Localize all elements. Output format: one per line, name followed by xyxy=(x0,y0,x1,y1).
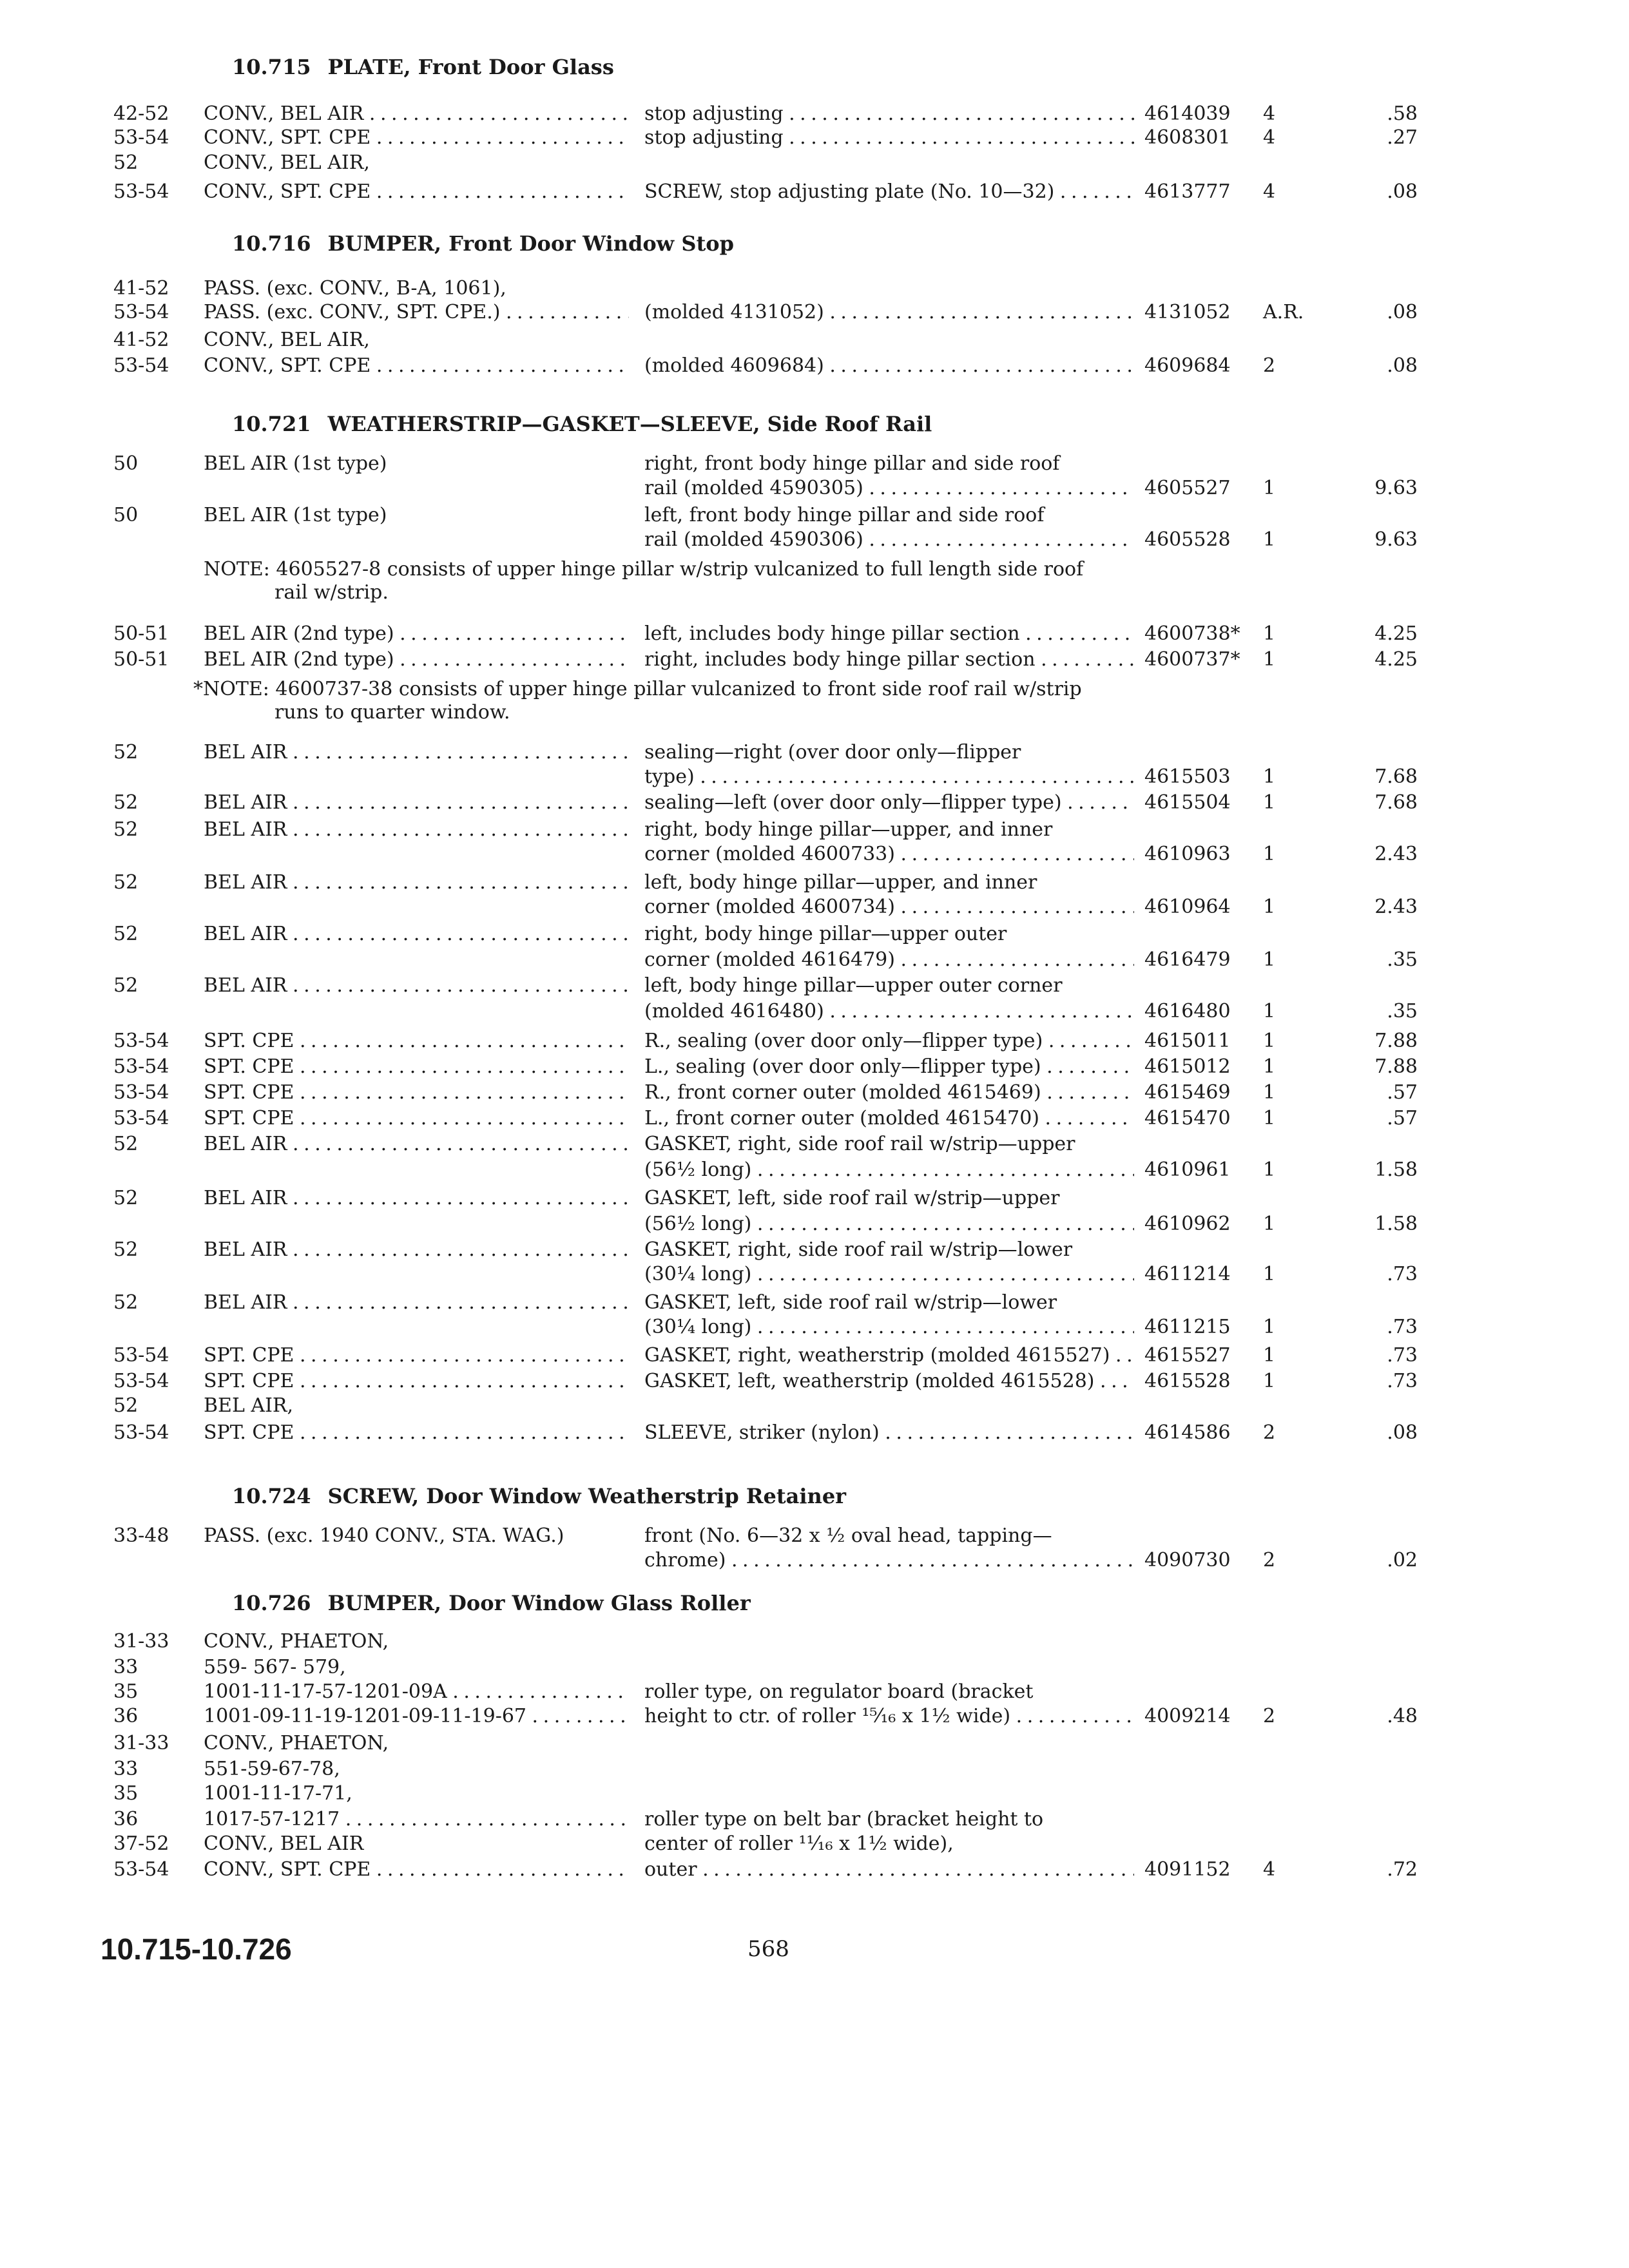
parts-row xyxy=(0,740,1629,765)
parts-row xyxy=(0,1080,1629,1106)
section-title: PLATE, Front Door Glass xyxy=(327,55,614,79)
model-years: 50-51 xyxy=(113,648,169,671)
part-number: 4611215 xyxy=(1144,1316,1231,1338)
parts-row xyxy=(0,647,1629,673)
part-description: roller type, on regulator board (bracket xyxy=(644,1680,1034,1703)
model-years: 53-54 xyxy=(113,1081,169,1104)
part-description: chrome) . . . xyxy=(644,1548,1134,1573)
quantity: 1 xyxy=(1263,622,1276,645)
note-line xyxy=(0,557,1629,582)
model-years: 31-33 xyxy=(113,1630,169,1653)
part-number: 4615528 xyxy=(1144,1370,1231,1392)
model-application: PASS. (exc. CONV., SPT. CPE.) . . . xyxy=(204,300,629,325)
list-price: .08 xyxy=(1387,180,1418,203)
parts-row xyxy=(0,300,1629,325)
parts-row xyxy=(0,1290,1629,1316)
list-price: 4.25 xyxy=(1374,648,1418,671)
part-description: R., front corner outer (molded 4615469) . . . xyxy=(644,1080,1134,1106)
model-application: 559- 567- 579, xyxy=(204,1656,346,1678)
part-description: rail (molded 4590305) . . . xyxy=(644,476,1134,501)
quantity: 1 xyxy=(1263,1263,1276,1285)
model-years: 50-51 xyxy=(113,622,169,645)
parts-row xyxy=(0,503,1629,528)
model-application: CONV., SPT. CPE . . . xyxy=(204,1857,629,1883)
part-description: right, front body hinge pillar and side roof xyxy=(644,452,1060,475)
parts-row xyxy=(0,841,1629,867)
quantity: 1 xyxy=(1263,1055,1276,1078)
parts-row xyxy=(0,327,1629,353)
model-application: PASS. (exc. CONV., B-A, 1061), xyxy=(204,277,506,300)
part-description: (molded 4616480) . . . xyxy=(644,999,1134,1024)
part-description: L., sealing (over door only—flipper type) . . . xyxy=(644,1054,1134,1080)
model-application: 1001-09-11-19-1201-09-11-19-67 . . . xyxy=(204,1704,629,1729)
list-price: .73 xyxy=(1387,1263,1418,1285)
parts-row xyxy=(0,150,1629,176)
model-years: 33 xyxy=(113,1758,139,1780)
part-number: 4600737* xyxy=(1144,648,1240,671)
parts-row xyxy=(0,790,1629,816)
model-years: 52 xyxy=(113,151,139,174)
model-application: CONV., SPT. CPE . . . xyxy=(204,179,629,205)
model-years: 52 xyxy=(113,974,139,997)
quantity: 1 xyxy=(1263,1213,1276,1235)
parts-row xyxy=(0,1157,1629,1183)
section-title: SCREW, Door Window Weatherstrip Retainer xyxy=(327,1484,847,1508)
parts-row xyxy=(0,999,1629,1024)
parts-row xyxy=(0,1028,1629,1054)
section-heading xyxy=(232,1482,846,1510)
model-application: SPT. CPE . . . xyxy=(204,1369,629,1394)
parts-row xyxy=(0,1106,1629,1131)
part-number: 4615469 xyxy=(1144,1081,1231,1104)
section-heading xyxy=(232,229,734,258)
parts-row xyxy=(0,179,1629,205)
part-description: corner (molded 4600733) . . . xyxy=(644,841,1134,867)
parts-row xyxy=(0,947,1629,973)
model-application: PASS. (exc. 1940 CONV., STA. WAG.) xyxy=(204,1524,564,1547)
model-application: CONV., PHAETON, xyxy=(204,1630,389,1653)
part-number: 4609684 xyxy=(1144,354,1231,377)
parts-row xyxy=(0,621,1629,647)
section-number: 10.724 xyxy=(232,1484,311,1508)
parts-row xyxy=(0,125,1629,151)
model-years: 50 xyxy=(113,504,139,526)
part-description: GASKET, left, side roof rail w/strip—upper xyxy=(644,1187,1060,1209)
model-application: BEL AIR, xyxy=(204,1394,294,1417)
model-years: 53-54 xyxy=(113,1858,169,1881)
quantity: 2 xyxy=(1263,1421,1276,1444)
parts-row xyxy=(0,1369,1629,1394)
quantity: 1 xyxy=(1263,648,1276,671)
part-number: 4610963 xyxy=(1144,843,1231,865)
model-years: 53-54 xyxy=(113,1030,169,1052)
quantity: 4 xyxy=(1263,102,1276,125)
part-number: 4605528 xyxy=(1144,528,1231,551)
list-price: .57 xyxy=(1387,1081,1418,1104)
list-price: .35 xyxy=(1387,948,1418,971)
parts-row xyxy=(0,1131,1629,1157)
parts-row xyxy=(0,1781,1629,1807)
part-number: 4616480 xyxy=(1144,1000,1231,1023)
model-years: 35 xyxy=(113,1782,139,1805)
model-years: 36 xyxy=(113,1705,139,1727)
model-years: 53-54 xyxy=(113,1370,169,1392)
section-number: 10.721 xyxy=(232,412,311,436)
part-description: (molded 4131052) . . . xyxy=(644,300,1134,325)
model-years: 42-52 xyxy=(113,102,169,125)
quantity: 1 xyxy=(1263,1370,1276,1392)
list-price: 2.43 xyxy=(1374,896,1418,918)
model-application: BEL AIR (2nd type) . . . xyxy=(204,621,629,647)
list-price: .58 xyxy=(1387,102,1418,125)
part-number: 4091152 xyxy=(1144,1858,1231,1881)
section-heading xyxy=(232,53,614,81)
part-description: right, body hinge pillar—upper outer xyxy=(644,923,1007,945)
list-price: 2.43 xyxy=(1374,843,1418,865)
part-number: 4615527 xyxy=(1144,1344,1231,1367)
parts-row xyxy=(0,476,1629,501)
part-number: 4610961 xyxy=(1144,1158,1231,1181)
parts-row xyxy=(0,1629,1629,1655)
note-text: runs to quarter window. xyxy=(275,701,510,724)
model-years: 53-54 xyxy=(113,1055,169,1078)
parts-row xyxy=(0,101,1629,127)
note-line xyxy=(0,700,1629,726)
list-price: .02 xyxy=(1387,1549,1418,1571)
model-years: 52 xyxy=(113,791,139,814)
note-line xyxy=(0,580,1629,606)
part-description: GASKET, right, side roof rail w/strip—upper xyxy=(644,1133,1075,1155)
part-description: SLEEVE, striker (nylon) . . . xyxy=(644,1420,1134,1446)
section-number: 10.715 xyxy=(232,55,311,79)
model-application: CONV., SPT. CPE . . . xyxy=(204,353,629,379)
model-application: SPT. CPE . . . xyxy=(204,1054,629,1080)
list-price: 7.88 xyxy=(1374,1055,1418,1078)
model-years: 52 xyxy=(113,741,139,764)
parts-row xyxy=(0,870,1629,896)
list-price: 7.88 xyxy=(1374,1030,1418,1052)
parts-row xyxy=(0,527,1629,553)
model-application: 551-59-67-78, xyxy=(204,1758,340,1780)
parts-row xyxy=(0,1523,1629,1549)
part-number: 4610962 xyxy=(1144,1213,1231,1235)
model-application: SPT. CPE . . . xyxy=(204,1343,629,1369)
parts-row xyxy=(0,1655,1629,1680)
parts-row xyxy=(0,1679,1629,1705)
part-description: (molded 4609684) . . . xyxy=(644,353,1134,379)
model-application: 1001-11-17-57-1201-09A . . . xyxy=(204,1679,629,1705)
model-years: 52 xyxy=(113,1133,139,1155)
part-description: (56½ long) . . . xyxy=(644,1211,1134,1237)
list-price: .72 xyxy=(1387,1858,1418,1881)
part-description: left, includes body hinge pillar section . . . xyxy=(644,621,1134,647)
model-application: CONV., BEL AIR . . . xyxy=(204,101,629,127)
part-description: GASKET, right, weatherstrip (molded 4615527) . . . xyxy=(644,1343,1134,1369)
model-application: SPT. CPE . . . xyxy=(204,1028,629,1054)
note-text: rail w/strip. xyxy=(275,581,389,604)
parts-row xyxy=(0,894,1629,920)
parts-row xyxy=(0,353,1629,379)
list-price: 9.63 xyxy=(1374,477,1418,499)
model-years: 53-54 xyxy=(113,1107,169,1129)
model-years: 52 xyxy=(113,923,139,945)
list-price: .08 xyxy=(1387,1421,1418,1444)
part-description: GASKET, left, side roof rail w/strip—lower xyxy=(644,1291,1057,1314)
list-price: .27 xyxy=(1387,126,1418,149)
quantity: 2 xyxy=(1263,1549,1276,1571)
model-years: 31-33 xyxy=(113,1732,169,1754)
part-description: sealing—right (over door only—flipper xyxy=(644,741,1021,764)
model-years: 52 xyxy=(113,818,139,841)
part-description: right, body hinge pillar—upper, and inner xyxy=(644,818,1053,841)
parts-row xyxy=(0,921,1629,947)
model-years: 53-54 xyxy=(113,126,169,149)
quantity: 4 xyxy=(1263,126,1276,149)
parts-row xyxy=(0,1704,1629,1729)
part-description: SCREW, stop adjusting plate (No. 10—32) . . . xyxy=(644,179,1134,205)
model-years: 53-54 xyxy=(113,301,169,323)
section-title: BUMPER, Front Door Window Stop xyxy=(327,231,734,256)
model-years: 53-54 xyxy=(113,354,169,377)
section-range-footer: 10.715-10.726 xyxy=(101,1932,292,1966)
parts-row xyxy=(0,276,1629,302)
model-years: 33-48 xyxy=(113,1524,169,1547)
section-number: 10.726 xyxy=(232,1591,311,1615)
quantity: 1 xyxy=(1263,765,1276,788)
model-application: BEL AIR . . . xyxy=(204,1237,629,1263)
parts-row xyxy=(0,1548,1629,1573)
quantity: 1 xyxy=(1263,1000,1276,1023)
part-description: left, body hinge pillar—upper, and inner xyxy=(644,871,1037,894)
parts-row xyxy=(0,1186,1629,1211)
quantity: 1 xyxy=(1263,1344,1276,1367)
quantity: 1 xyxy=(1263,477,1276,499)
parts-row xyxy=(0,1054,1629,1080)
model-years: 53-54 xyxy=(113,1421,169,1444)
list-price: .48 xyxy=(1387,1705,1418,1727)
parts-row xyxy=(0,973,1629,999)
quantity: A.R. xyxy=(1263,301,1304,323)
part-number: 4614586 xyxy=(1144,1421,1231,1444)
part-description: center of roller ¹¹⁄₁₆ x 1½ wide), xyxy=(644,1832,954,1855)
parts-row xyxy=(0,1857,1629,1883)
part-number: 4615504 xyxy=(1144,791,1231,814)
model-years: 52 xyxy=(113,1394,139,1417)
model-years: 36 xyxy=(113,1808,139,1831)
section-heading xyxy=(232,410,932,438)
list-price: .08 xyxy=(1387,354,1418,377)
list-price: 1.58 xyxy=(1374,1213,1418,1235)
part-description: left, front body hinge pillar and side roof xyxy=(644,504,1045,526)
part-description: stop adjusting . . . xyxy=(644,101,1134,127)
model-application: BEL AIR . . . xyxy=(204,1186,629,1211)
model-years: 52 xyxy=(113,871,139,894)
part-description: outer . . . xyxy=(644,1857,1134,1883)
part-description: left, body hinge pillar—upper outer corner xyxy=(644,974,1063,997)
part-number: 4610964 xyxy=(1144,896,1231,918)
quantity: 1 xyxy=(1263,1030,1276,1052)
parts-row xyxy=(0,1831,1629,1857)
model-years: 35 xyxy=(113,1680,139,1703)
parts-row xyxy=(0,817,1629,843)
model-application: BEL AIR . . . xyxy=(204,740,629,765)
model-application: BEL AIR (1st type) xyxy=(204,452,387,475)
parts-row xyxy=(0,1343,1629,1369)
part-description: height to ctr. of roller ¹⁵⁄₁₆ x 1½ wide) . . . xyxy=(644,1704,1134,1729)
part-description: GASKET, left, weatherstrip (molded 4615528) . . . xyxy=(644,1369,1134,1394)
parts-row xyxy=(0,1393,1629,1419)
part-number: 4608301 xyxy=(1144,126,1231,149)
parts-row xyxy=(0,1314,1629,1340)
part-description: (56½ long) . . . xyxy=(644,1157,1134,1183)
parts-row xyxy=(0,1731,1629,1756)
list-price: .57 xyxy=(1387,1107,1418,1129)
part-number: 4615503 xyxy=(1144,765,1231,788)
model-application: SPT. CPE . . . xyxy=(204,1420,629,1446)
part-number: 4009214 xyxy=(1144,1705,1231,1727)
quantity: 1 xyxy=(1263,1316,1276,1338)
part-description: corner (molded 4600734) . . . xyxy=(644,894,1134,920)
model-application: CONV., SPT. CPE . . . xyxy=(204,125,629,151)
list-price: 1.58 xyxy=(1374,1158,1418,1181)
list-price: 4.25 xyxy=(1374,622,1418,645)
model-application: BEL AIR . . . xyxy=(204,790,629,816)
part-description: sealing—left (over door only—flipper type) . . . xyxy=(644,790,1134,816)
quantity: 2 xyxy=(1263,1705,1276,1727)
model-application: CONV., BEL AIR, xyxy=(204,329,370,351)
part-description: (30¼ long) . . . xyxy=(644,1262,1134,1287)
part-number: 4613777 xyxy=(1144,180,1231,203)
model-application: CONV., PHAETON, xyxy=(204,1732,389,1754)
parts-row xyxy=(0,451,1629,477)
model-years: 52 xyxy=(113,1238,139,1261)
section-title: BUMPER, Door Window Glass Roller xyxy=(327,1591,751,1615)
part-number: 4611214 xyxy=(1144,1263,1231,1285)
list-price: .73 xyxy=(1387,1316,1418,1338)
list-price: 7.68 xyxy=(1374,765,1418,788)
part-number: 4600738* xyxy=(1144,622,1240,645)
note-text: *NOTE: 4600737-38 consists of upper hinge pillar vulcanized to front side roof rail w/strip xyxy=(193,678,1082,700)
quantity: 2 xyxy=(1263,354,1276,377)
model-years: 33 xyxy=(113,1656,139,1678)
model-years: 37-52 xyxy=(113,1832,169,1855)
parts-row xyxy=(0,1211,1629,1237)
model-application: BEL AIR (1st type) xyxy=(204,504,387,526)
model-application: BEL AIR (2nd type) . . . xyxy=(204,647,629,673)
part-description: roller type on belt bar (bracket height to xyxy=(644,1808,1044,1831)
list-price: .08 xyxy=(1387,301,1418,323)
quantity: 1 xyxy=(1263,948,1276,971)
part-number: 4614039 xyxy=(1144,102,1231,125)
model-application: SPT. CPE . . . xyxy=(204,1106,629,1131)
quantity: 1 xyxy=(1263,896,1276,918)
model-application: BEL AIR . . . xyxy=(204,921,629,947)
part-number: 4131052 xyxy=(1144,301,1231,323)
part-number: 4616479 xyxy=(1144,948,1231,971)
list-price: 9.63 xyxy=(1374,528,1418,551)
part-description: L., front corner outer (molded 4615470) . . . xyxy=(644,1106,1134,1131)
part-description: stop adjusting . . . xyxy=(644,125,1134,151)
part-description: GASKET, right, side roof rail w/strip—lower xyxy=(644,1238,1073,1261)
quantity: 1 xyxy=(1263,1081,1276,1104)
model-application: SPT. CPE . . . xyxy=(204,1080,629,1106)
part-description: corner (molded 4616479) . . . xyxy=(644,947,1134,973)
model-application: BEL AIR . . . xyxy=(204,870,629,896)
quantity: 1 xyxy=(1263,1107,1276,1129)
quantity: 1 xyxy=(1263,791,1276,814)
part-description: R., sealing (over door only—flipper type) . . . xyxy=(644,1028,1134,1054)
quantity: 1 xyxy=(1263,528,1276,551)
section-number: 10.716 xyxy=(232,231,311,256)
part-description: front (No. 6—32 x ½ oval head, tapping— xyxy=(644,1524,1052,1547)
page-number: 568 xyxy=(747,1936,789,1962)
section-title: WEATHERSTRIP—GASKET—SLEEVE, Side Roof Rail xyxy=(327,412,932,436)
model-years: 52 xyxy=(113,1187,139,1209)
model-application: 1017-57-1217 . . . xyxy=(204,1807,629,1832)
parts-row xyxy=(0,1237,1629,1263)
model-years: 53-54 xyxy=(113,1344,169,1367)
list-price: 7.68 xyxy=(1374,791,1418,814)
part-description: type) . . . xyxy=(644,764,1134,790)
parts-row xyxy=(0,1807,1629,1832)
model-application: CONV., BEL AIR, xyxy=(204,151,370,174)
model-application: CONV., BEL AIR xyxy=(204,1832,364,1855)
quantity: 4 xyxy=(1263,1858,1276,1881)
model-years: 50 xyxy=(113,452,139,475)
quantity: 4 xyxy=(1263,180,1276,203)
quantity: 1 xyxy=(1263,843,1276,865)
part-description: (30¼ long) . . . xyxy=(644,1314,1134,1340)
model-application: BEL AIR . . . xyxy=(204,1131,629,1157)
parts-row xyxy=(0,1756,1629,1782)
part-description: right, includes body hinge pillar section . . . xyxy=(644,647,1134,673)
list-price: .73 xyxy=(1387,1370,1418,1392)
model-application: 1001-11-17-71, xyxy=(204,1782,352,1805)
part-number: 4615470 xyxy=(1144,1107,1231,1129)
parts-row xyxy=(0,1420,1629,1446)
section-heading xyxy=(232,1589,751,1617)
model-application: BEL AIR . . . xyxy=(204,817,629,843)
list-price: .35 xyxy=(1387,1000,1418,1023)
parts-row xyxy=(0,764,1629,790)
part-number: 4615011 xyxy=(1144,1030,1231,1052)
note-text: NOTE: 4605527-8 consists of upper hinge pillar w/strip vulcanized to full length side roof xyxy=(204,558,1084,581)
part-number: 4090730 xyxy=(1144,1549,1231,1571)
part-number: 4605527 xyxy=(1144,477,1231,499)
note-line xyxy=(0,677,1629,702)
parts-row xyxy=(0,1262,1629,1287)
model-years: 41-52 xyxy=(113,277,169,300)
model-years: 53-54 xyxy=(113,180,169,203)
list-price: .73 xyxy=(1387,1344,1418,1367)
model-years: 41-52 xyxy=(113,329,169,351)
model-years: 52 xyxy=(113,1291,139,1314)
model-application: BEL AIR . . . xyxy=(204,1290,629,1316)
quantity: 1 xyxy=(1263,1158,1276,1181)
part-number: 4615012 xyxy=(1144,1055,1231,1078)
part-description: rail (molded 4590306) . . . xyxy=(644,527,1134,553)
model-application: BEL AIR . . . xyxy=(204,973,629,999)
